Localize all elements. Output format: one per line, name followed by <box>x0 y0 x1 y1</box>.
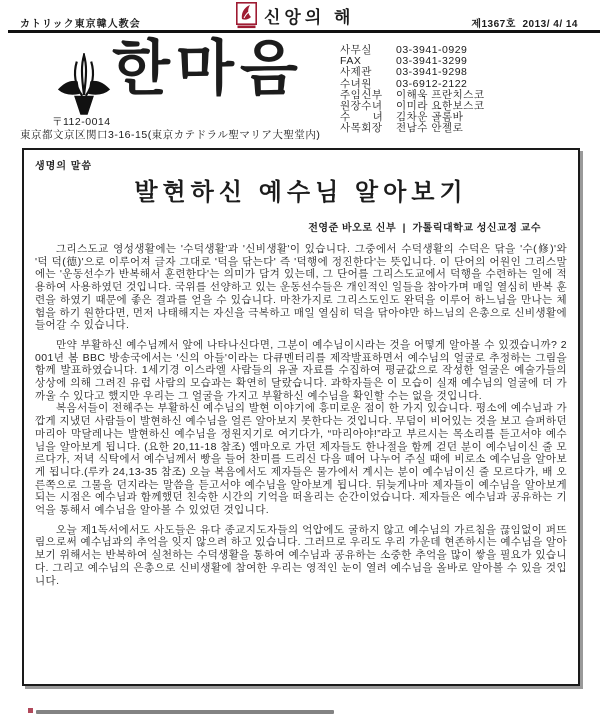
contact-label: 주임신부 <box>340 88 383 101</box>
contact-value: 김차운 골롬바 <box>396 111 464 124</box>
contact-label: 원장수녀 <box>340 100 383 113</box>
issue-number: 제1367호 2013/ 4/ 14 <box>471 19 578 30</box>
contact-value: 이해욱 프란치스코 <box>396 88 485 101</box>
contact-label: 사무실 <box>340 44 372 56</box>
article-paragraph: 만약 부활하신 예수님께서 앞에 나타나신다면, 그분이 예수님이시라는 것을 어떻게 알아볼 수 있겠습니까? 2001년 봄 BBC 방송국에서는 '신의 아들'이라는 다큐멘터리를 제작발표하면서 예수님의 얼굴로 추정하는 그림을 함께 발표하였습니다. 1세기경 이스라엘 사람들의 유골 자료를 수집하여 평균값으로 작성한 얼굴은 예술가들의 상상에 의해 그려진 유럽 사람의 모습과는 확연히 달랐습니다. 과학자들은 이 모습이 실재 예수님의 얼굴에 더 가까울 수 있다고 했지만 우리는 그 얼굴을 가지고 부활하신 예수님을 확인할 수는 없을 것입니다. <box>35 338 567 402</box>
contact-row <box>340 67 580 78</box>
article-paragraph: 그리스도교 영성생활에는 '수덕생활'과 '신비생활'이 있습니다. 그중에서 수덕생활의 수덕은 닦을 '수(修)'와 '덕 덕(德)'으로 이루어져 글자 그대로 '덕을 닦는다' 즉 '덕행에 정진한다'는 뜻입니다. 이 단어의 어원인 그리스말에는 '운동선수가 반복해서 훈련한다'는 의미가 담겨 있는데, 그 단어를 그리스도교에서 덕행을 수련하는 일에 적용하여 사용하였던 것입니다. 국위를 선양하고 있는 운동선수들은 개인적인 일들을 참아가며 매일 열심히 반복 훈련을 하였기 때문에 좋은 결과를 얻을 수 있습니다. 마찬가지로 그리스도인도 완덕을 이루어 하느님을 만나는 체험을 하기 원한다면, 먼저 나태해지는 자신을 극복하고 매일 열심히 덕을 닦아야만 하느님의 은총으로 신비생활에 들어갈 수 있습니다. <box>35 243 567 332</box>
church-address: 東京都文京区関口3-16-15(東京カテドラル聖マリア大聖堂内) <box>20 129 321 141</box>
contact-label: 사목회장 <box>340 122 383 135</box>
contact-label: 수녀원 <box>340 77 372 90</box>
banner-title: 신앙의 해 <box>264 8 355 27</box>
section-label: 생명의 말씀 <box>35 161 93 172</box>
article-title: 발현하신 예수님 알아보기 <box>134 179 468 206</box>
contact-row <box>340 123 580 134</box>
article-paragraph: 복음서들이 전해주는 부활하신 예수님의 발현 이야기에 흥미로운 점이 한 가지 있습니다. 평소에 예수님과 가깝게 지냈던 사람들이 발현하신 예수님을 얼른 알아보지 못한다는 것입니다. 무덤이 비어있는 것을 보고 슬퍼하던 마리아 막달레나는 발현하신 예수님을 정원지기로 여기다가, “마리아야!”라고 부르시는 목소리를 듣고서야 예수님을 알아보게 됩니다. (요한 20,11-18 참조) 엠마오로 가던 제자들도 한나절을 함께 걷던 분이 예수님이신 줄 모르다가, 저녁 식탁에서 예수님께서 빵을 들어 찬미를 드리신 다음 떼어 나누어 주실 때에 비로소 예수님을 알아보게 됩니다.(루카 24,13-35 참조) 오늘 복음에서도 제자들은 물가에서 계시는 분이 예수님이신 줄 모르다가, 배 오른쪽으로 그물을 던지라는 말씀을 듣고서야 예수님을 알아보게 됩니다. 뒤늦게나마 제자들이 예수님을 알아보게 되는 시점은 예수님과 함께했던 친숙한 시간의 기억을 떠올리는 순간이었습니다. 제자들은 예수님과 공유하는 기억을 통해서 예수님을 알아볼 수 있었던 것입니다. <box>35 402 567 517</box>
bottom-section-bar <box>36 710 334 714</box>
bottom-red-mark <box>28 708 33 713</box>
postal-code: 〒112-0014 <box>52 116 111 128</box>
contact-value: 03-3941-9298 <box>396 66 468 79</box>
church-emblem-icon <box>57 53 111 117</box>
article-paragraph: 오늘 제1독서에서도 사도들은 유다 종교지도자들의 억압에도 굴하지 않고 예수님의 가르침을 끊임없이 퍼뜨림으로써 예수님과의 추억을 잊지 않으려 하고 있습니다. 그러므로 우리도 우리 가운데 현존하시는 예수님을 알아보기 위해서는 반복하여 실천하는 수덕생활을 통하여 예수님과 공유하는 소중한 추억을 많이 쌓을 필요가 있습니다. 그리고 예수님의 은총으로 신비생활에 참여한 우리는 영적인 눈이 열려 예수님을 올바로 알아볼 수 있을 것입니다. <box>35 523 567 587</box>
header-divider <box>8 30 600 33</box>
contact-label: 사제관 <box>340 66 372 79</box>
contact-value: 03-3941-0929 <box>396 44 468 56</box>
newsletter-title: 한마음 <box>112 34 304 104</box>
year-of-faith-banner <box>236 2 354 29</box>
contact-value: 03-3941-3299 <box>396 55 468 68</box>
article-byline: 전영준 바오로 신부 | 가톨릭대학교 성신교정 교수 <box>308 223 541 234</box>
article-body <box>35 243 567 587</box>
contact-value: 03-6912-2122 <box>396 77 468 90</box>
contact-list <box>340 45 580 135</box>
contact-label: FAX <box>340 55 362 68</box>
contact-label: 수 녀 <box>340 111 384 124</box>
article-box <box>22 148 580 686</box>
contact-value: 전남수 안젤로 <box>396 122 464 135</box>
org-name-japanese: カトリック東京韓人教会 <box>20 19 141 30</box>
year-of-faith-logo-icon <box>236 2 257 29</box>
contact-value: 이미라 요한보스코 <box>396 100 485 113</box>
